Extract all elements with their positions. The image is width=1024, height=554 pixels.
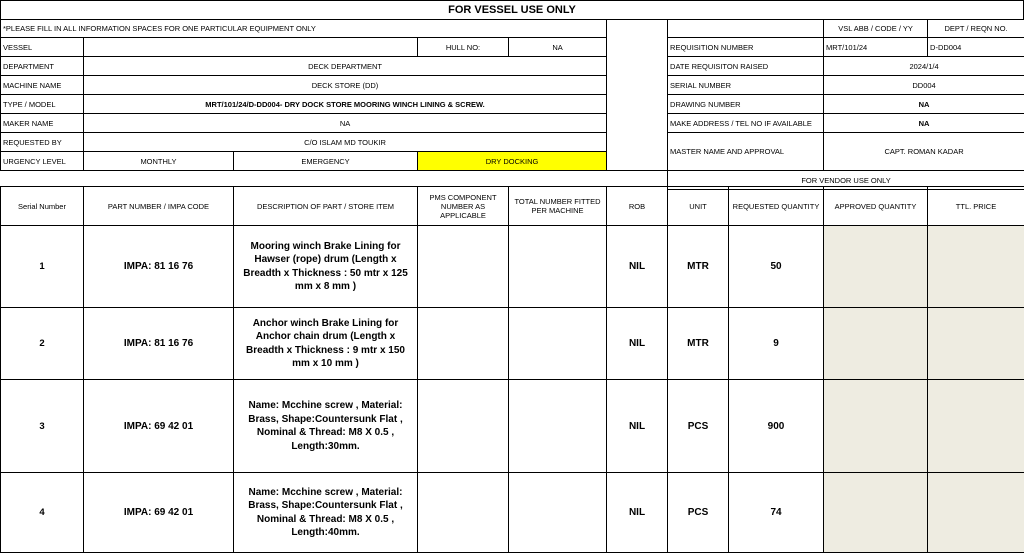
row-description[interactable]: Name: Mcchine screw , Material: Brass, Shape:Countersunk Flat , Nominal & Thread: M8 X 0.5 , Length:30mm. bbox=[234, 380, 418, 473]
row-approved[interactable] bbox=[824, 308, 928, 380]
urgency-emergency-option[interactable]: EMERGENCY bbox=[234, 152, 418, 171]
vendor-use-label: FOR VENDOR USE ONLY bbox=[668, 171, 1024, 190]
row-unit[interactable]: MTR bbox=[668, 226, 729, 308]
make-address-value[interactable]: NA bbox=[824, 114, 1024, 133]
master-approval-value[interactable]: CAPT. ROMAN KADAR bbox=[824, 133, 1024, 171]
table-row bbox=[1, 226, 1024, 308]
urgency-drydock-option[interactable]: DRY DOCKING bbox=[418, 152, 607, 171]
vessel-value[interactable] bbox=[84, 38, 418, 57]
row-serial: 3 bbox=[1, 380, 84, 473]
row-price[interactable] bbox=[928, 308, 1024, 380]
row-description[interactable]: Anchor winch Brake Lining for Anchor chain drum (Length x Breadth x Thickness : 9 mtr x 150 mm x 10 mm ) bbox=[234, 308, 418, 380]
row-description[interactable]: Mooring winch Brake Lining for Hawser (rope) drum (Length x Breadth x Thickness : 50 mtr x 125 mm x 8 mm ) bbox=[234, 226, 418, 308]
row-approved[interactable] bbox=[824, 473, 928, 553]
maker-name-value[interactable]: NA bbox=[84, 114, 607, 133]
row-serial: 2 bbox=[1, 308, 84, 380]
row-approved[interactable] bbox=[824, 226, 928, 308]
row-unit[interactable]: MTR bbox=[668, 308, 729, 380]
urgency-monthly-option[interactable]: MONTHLY bbox=[84, 152, 234, 171]
col-serial-header: Serial Number bbox=[1, 187, 84, 226]
drawing-number-value[interactable]: NA bbox=[824, 95, 1024, 114]
date-raised-label: DATE REQUISITON RAISED bbox=[668, 57, 824, 76]
row-impa-code[interactable]: IMPA: 81 16 76 bbox=[84, 226, 234, 308]
row-rob[interactable]: NIL bbox=[607, 473, 668, 553]
row-rob[interactable]: NIL bbox=[607, 308, 668, 380]
machine-name-value[interactable]: DECK STORE (DD) bbox=[84, 76, 607, 95]
requisition-number-value[interactable]: MRT/101/24 bbox=[824, 38, 928, 57]
col-description-header: DESCRIPTION OF PART / STORE ITEM bbox=[234, 187, 418, 226]
row-qty[interactable]: 900 bbox=[729, 380, 824, 473]
col-impa-header: PART NUMBER / IMPA CODE bbox=[84, 187, 234, 226]
department-value[interactable]: DECK DEPARTMENT bbox=[84, 57, 607, 76]
type-model-value[interactable]: MRT/101/24/D-DD004- DRY DOCK STORE MOORING WINCH LINING & SCREW. bbox=[84, 95, 607, 114]
dept-reqn-label: DEPT / REQN NO. bbox=[928, 20, 1024, 38]
col-fitted-header: TOTAL NUMBER FITTED PER MACHINE bbox=[509, 187, 607, 226]
hull-label: HULL NO: bbox=[418, 38, 509, 57]
row-price[interactable] bbox=[928, 380, 1024, 473]
vsl-code-label: VSL ABB / CODE / YY bbox=[824, 20, 928, 38]
col-approved-header: APPROVED QUANTITY bbox=[824, 187, 928, 226]
row-fitted[interactable] bbox=[509, 226, 607, 308]
row-pms[interactable] bbox=[418, 226, 509, 308]
urgency-level-label: URGENCY LEVEL bbox=[1, 152, 84, 171]
department-label: DEPARTMENT bbox=[1, 57, 84, 76]
requisition-dept-value[interactable]: D-DD004 bbox=[928, 38, 1024, 57]
row-rob[interactable]: NIL bbox=[607, 226, 668, 308]
table-row bbox=[1, 380, 1024, 473]
row-pms[interactable] bbox=[418, 380, 509, 473]
title-banner-table bbox=[0, 0, 1024, 20]
items-table bbox=[0, 186, 1024, 553]
maker-name-label: MAKER NAME bbox=[1, 114, 84, 133]
row-impa-code[interactable]: IMPA: 69 42 01 bbox=[84, 380, 234, 473]
col-unit-header: UNIT bbox=[668, 187, 729, 226]
col-rob-header: ROB bbox=[607, 187, 668, 226]
col-pms-header: PMS COMPONENT NUMBER AS APPLICABLE bbox=[418, 187, 509, 226]
header-info-table bbox=[0, 19, 1024, 190]
serial-number-label: SERIAL NUMBER bbox=[668, 76, 824, 95]
requested-by-value[interactable]: C/O ISLAM MD TOUKIR bbox=[84, 133, 607, 152]
row-serial: 1 bbox=[1, 226, 84, 308]
header-spacer-cell bbox=[607, 20, 668, 171]
table-row bbox=[1, 308, 1024, 380]
blank-header-cell bbox=[668, 20, 824, 38]
hull-value[interactable]: NA bbox=[509, 38, 607, 57]
row-serial: 4 bbox=[1, 473, 84, 553]
drawing-number-label: DRAWING NUMBER bbox=[668, 95, 824, 114]
row-unit[interactable]: PCS bbox=[668, 380, 729, 473]
col-price-header: TTL. PRICE bbox=[928, 187, 1024, 226]
make-address-label: MAKE ADDRESS / TEL NO IF AVAILABLE bbox=[668, 114, 824, 133]
requested-by-label: REQUESTED BY bbox=[1, 133, 84, 152]
serial-number-value[interactable]: DD004 bbox=[824, 76, 1024, 95]
row-unit[interactable]: PCS bbox=[668, 473, 729, 553]
page-title: FOR VESSEL USE ONLY bbox=[1, 1, 1024, 20]
row-fitted[interactable] bbox=[509, 380, 607, 473]
date-raised-value[interactable]: 2024/1/4 bbox=[824, 57, 1024, 76]
vessel-label: VESSEL bbox=[1, 38, 84, 57]
row-approved[interactable] bbox=[824, 380, 928, 473]
row-pms[interactable] bbox=[418, 308, 509, 380]
row-price[interactable] bbox=[928, 226, 1024, 308]
row-qty[interactable]: 9 bbox=[729, 308, 824, 380]
row-impa-code[interactable]: IMPA: 69 42 01 bbox=[84, 473, 234, 553]
instruction-text: *PLEASE FILL IN ALL INFORMATION SPACES FOR ONE PARTICULAR EQUIPMENT ONLY bbox=[1, 20, 607, 38]
type-model-label: TYPE / MODEL bbox=[1, 95, 84, 114]
table-row bbox=[1, 473, 1024, 553]
row-qty[interactable]: 74 bbox=[729, 473, 824, 553]
row-description[interactable]: Name: Mcchine screw , Material: Brass, Shape:Countersunk Flat , Nominal & Thread: M8 X 0.5 , Length:40mm. bbox=[234, 473, 418, 553]
row-price[interactable] bbox=[928, 473, 1024, 553]
row-fitted[interactable] bbox=[509, 308, 607, 380]
requisition-number-label: REQUISITION NUMBER bbox=[668, 38, 824, 57]
col-qty-header: REQUESTED QUANTITY bbox=[729, 187, 824, 226]
row-pms[interactable] bbox=[418, 473, 509, 553]
machine-name-label: MACHINE NAME bbox=[1, 76, 84, 95]
row-fitted[interactable] bbox=[509, 473, 607, 553]
row-rob[interactable]: NIL bbox=[607, 380, 668, 473]
master-approval-label: MASTER NAME AND APPROVAL bbox=[668, 133, 824, 171]
row-qty[interactable]: 50 bbox=[729, 226, 824, 308]
row-impa-code[interactable]: IMPA: 81 16 76 bbox=[84, 308, 234, 380]
